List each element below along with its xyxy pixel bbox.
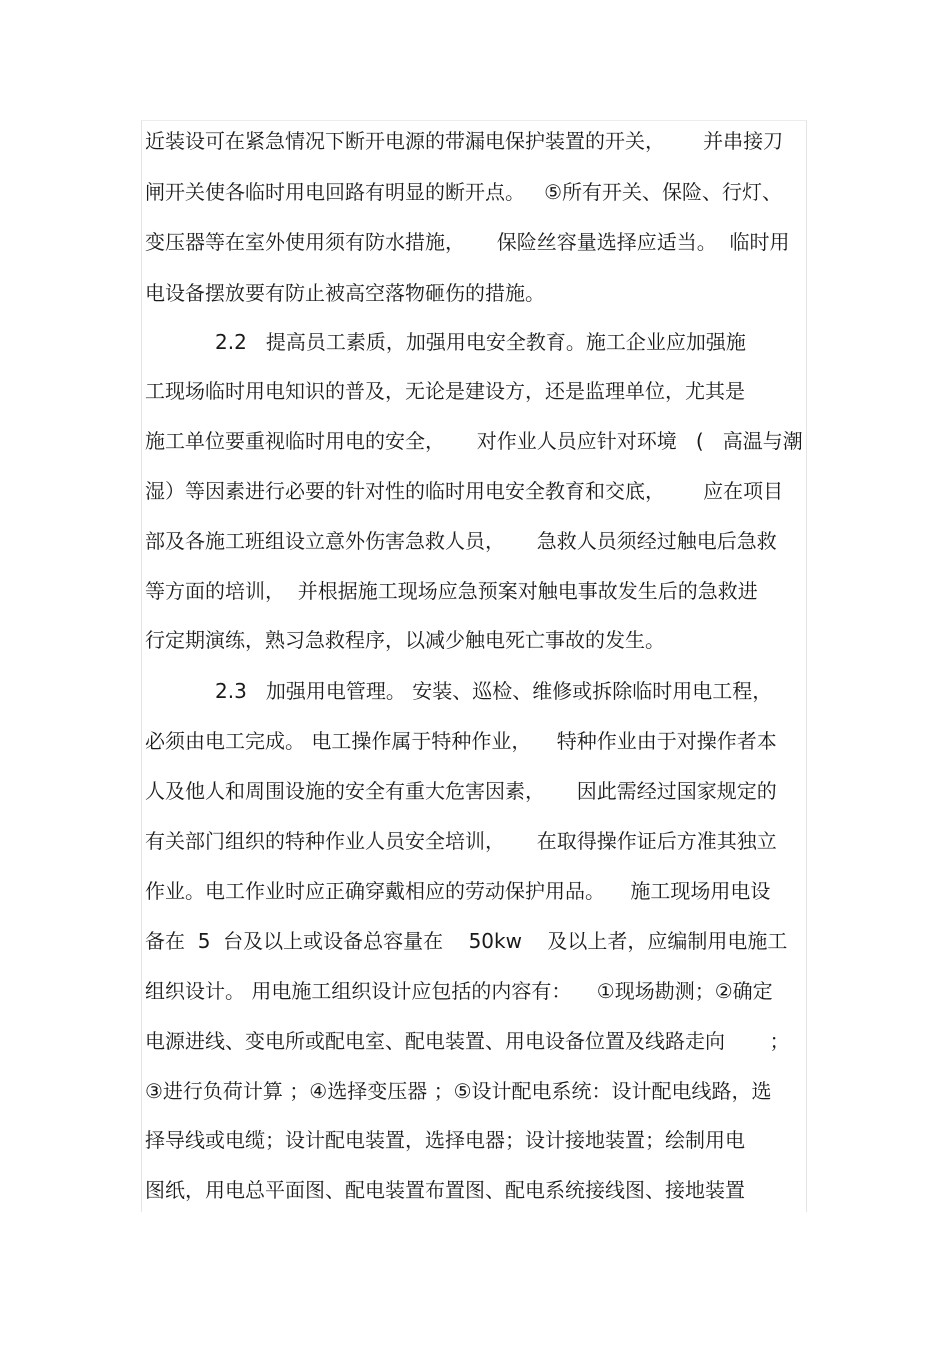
text-line: 变压器等在室外使用须有防水措施， 保险丝容量选择应适当。 临时用 bbox=[145, 230, 790, 254]
section-heading-line: 2.2 提高员工素质，加强用电安全教育。施工企业应加强施 bbox=[215, 330, 746, 354]
text-line: 组织设计。 用电施工组织设计应包括的内容有： ①现场勘测；②确定 bbox=[145, 979, 773, 1003]
text-line: 择导线或电缆；设计配电装置，选择电器；设计接地装置；绘制用电 bbox=[145, 1128, 745, 1152]
text-line: 行定期演练，熟习急救程序，以减少触电死亡事故的发生。 bbox=[145, 628, 665, 652]
text-line: 工现场临时用电知识的普及，无论是建设方，还是监理单位，尤其是 bbox=[145, 379, 745, 403]
text-line: 湿）等因素进行必要的针对性的临时用电安全教育和交底， 应在项目 bbox=[145, 479, 784, 503]
text-line: 闸开关使各临时用电回路有明显的断开点。 ⑤所有开关、保险、行灯、 bbox=[145, 180, 783, 204]
text-line: 施工单位要重视临时用电的安全， 对作业人员应针对环境 ( 高温与潮 bbox=[145, 429, 803, 453]
text-line: 电设备摆放要有防止被高空落物砸伤的措施。 bbox=[145, 281, 545, 305]
text-line: 近装设可在紧急情况下断开电源的带漏电保护装置的开关， 并串接刀 bbox=[145, 129, 784, 153]
text-line: 电源进线、变电所或配电室、配电装置、用电设备位置及线路走向 ； bbox=[145, 1029, 790, 1053]
text-line: 图纸，用电总平面图、配电装置布置图、配电系统接线图、接地装置 bbox=[145, 1178, 745, 1202]
text-line: 有关部门组织的特种作业人员安全培训， 在取得操作证后方准其独立 bbox=[145, 829, 777, 853]
text-line: 等方面的培训， 并根据施工现场应急预案对触电事故发生后的急救进 bbox=[145, 579, 758, 603]
text-line: ③进行负荷计算 ；④选择变压器 ；⑤设计配电系统：设计配电线路，选 bbox=[145, 1079, 772, 1103]
text-line: 人及他人和周围设施的安全有重大危害因素， 因此需经过国家规定的 bbox=[145, 779, 777, 803]
text-line: 作业。电工作业时应正确穿戴相应的劳动保护用品。 施工现场用电设 bbox=[145, 879, 771, 903]
text-line: 备在 5 台及以上或设备总容量在 50kw 及以上者，应编制用电施工 bbox=[145, 929, 788, 953]
text-line: 部及各施工班组设立意外伤害急救人员， 急救人员须经过触电后急救 bbox=[145, 529, 777, 553]
text-line: 必须由电工完成。 电工操作属于特种作业， 特种作业由于对操作者本 bbox=[145, 729, 777, 753]
section-heading-line: 2.3 加强用电管理。 安装、巡检、维修或拆除临时用电工程， bbox=[215, 679, 773, 703]
